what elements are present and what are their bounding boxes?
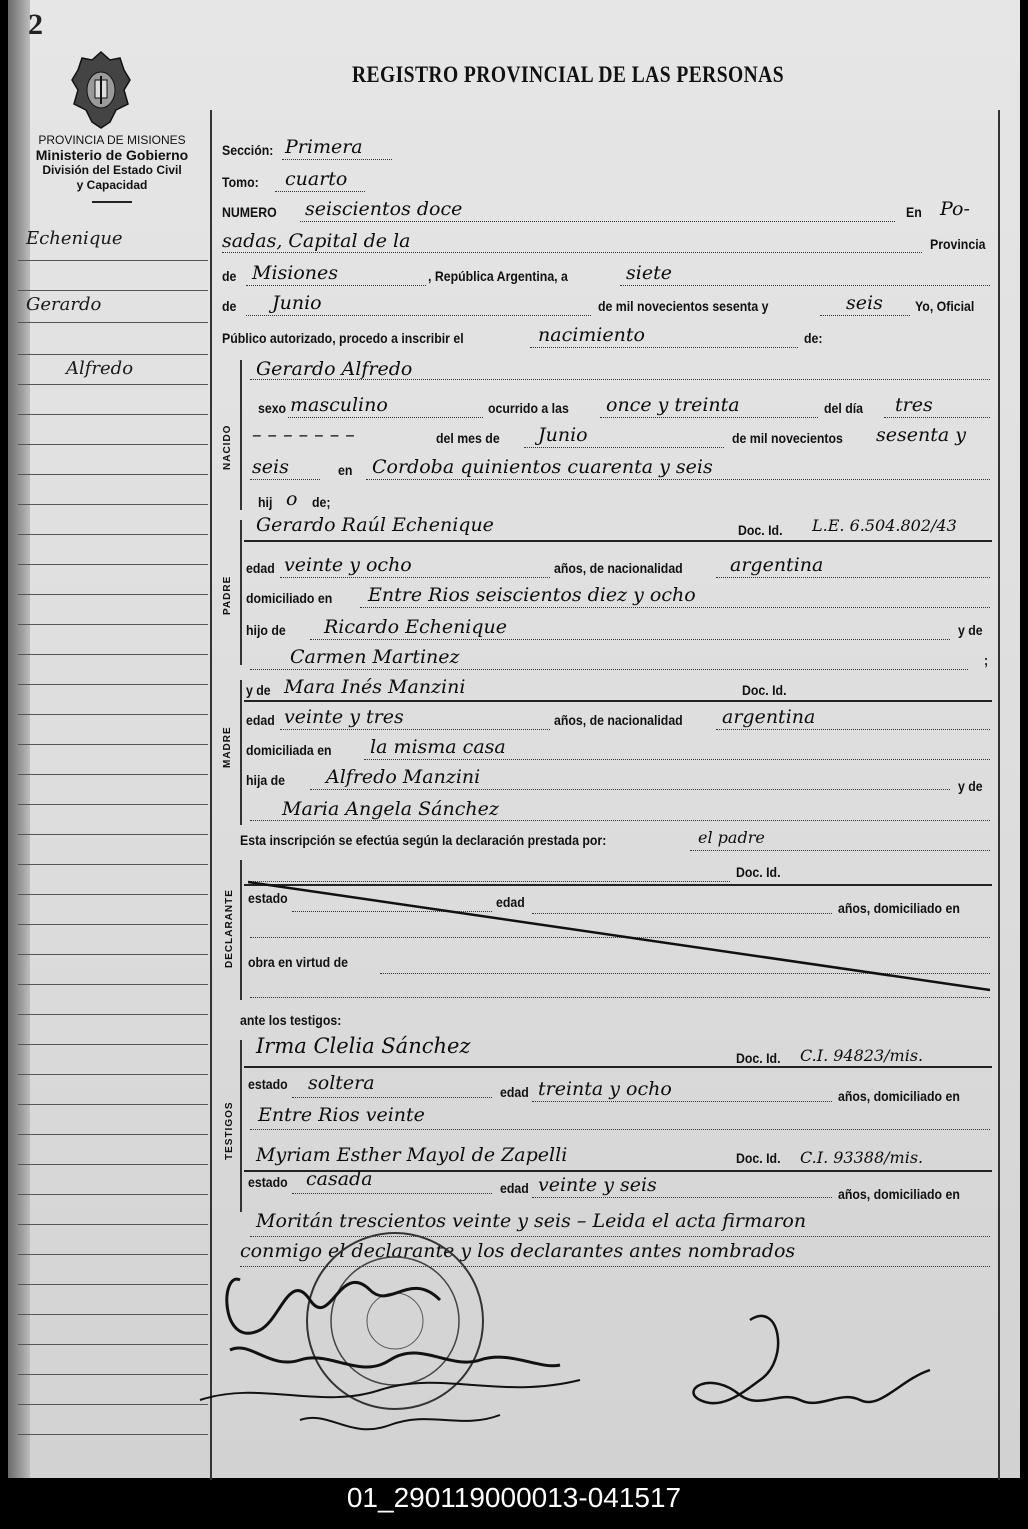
nacido-side-label: NACIDO (222, 424, 233, 470)
dotted-line (250, 1129, 990, 1130)
dotted-line (884, 417, 990, 418)
padre-side-label: PADRE (222, 575, 233, 615)
padre-edad-value: veinte y ocho (284, 554, 412, 576)
margin-rule (18, 744, 208, 745)
margin-rule (18, 984, 208, 985)
year-value: seis (846, 292, 883, 314)
oficial-label: Yo, Oficial (915, 298, 975, 314)
act-value: nacimiento (538, 324, 645, 346)
padre-yde-label: y de (958, 622, 983, 638)
ocurrido-label: ocurrido a las (488, 400, 569, 416)
tomo-value: cuarto (285, 168, 348, 190)
province-value: Misiones (252, 262, 339, 284)
madre-father-value: Alfredo Manzini (326, 766, 481, 788)
org-division: División del Estado Civil (42, 163, 182, 177)
margin-rule (18, 384, 208, 385)
margin-rule (18, 924, 208, 925)
de-label: de; (312, 494, 331, 510)
madre-nac-label: años, de nacionalidad (554, 712, 683, 728)
lugar-value: Cordoba quinientos cuarenta y seis (372, 456, 713, 478)
margin-rule (18, 1074, 208, 1075)
dotted-line (310, 639, 950, 640)
madre-dom-value: la misma casa (370, 736, 506, 758)
madre-edad-value: veinte y tres (284, 706, 404, 728)
mes-label: del mes de (436, 430, 500, 446)
mes-value: Junio (538, 424, 588, 446)
margin-rule (18, 474, 208, 475)
testigo2-estado-value: casada (306, 1168, 373, 1190)
en-label: en (338, 462, 353, 478)
testigo2-name: Myriam Esther Mayol de Zapelli (256, 1144, 568, 1166)
inscripcion-label: Esta inscripción se efectúa según la declaración prestada por: (240, 832, 607, 848)
dotted-line (250, 479, 320, 480)
document-heading: REGISTRO PROVINCIAL DE LAS PERSONAS (351, 62, 785, 87)
padre-semicolon: ; (984, 652, 989, 668)
dotted-line (690, 850, 990, 851)
dotted-line (716, 729, 990, 730)
dotted-line (250, 997, 990, 998)
madre-yde-label: y de (246, 682, 271, 698)
numero-value: seiscientos doce (305, 198, 463, 220)
padre-bracket (240, 520, 242, 665)
padre-doc-label: Doc. Id. (738, 522, 783, 538)
testigos-side-label: TESTIGOS (224, 1101, 235, 1160)
madre-line (244, 700, 992, 702)
madre-side-label: MADRE (222, 726, 233, 768)
padre-father-value: Ricardo Echenique (324, 616, 508, 638)
testigos-bracket (240, 1040, 242, 1212)
de2-label: de (222, 298, 237, 314)
testigo1-doc-value: C.I. 94823/mis. (800, 1046, 924, 1065)
margin-rule (18, 444, 208, 445)
place-value: sadas, Capital de la (222, 230, 411, 252)
declarante-edad-label: edad (496, 894, 525, 910)
right-border (998, 110, 1000, 1480)
margin-rule (18, 894, 208, 895)
page-number: 2 (28, 8, 43, 41)
provincial-crest-icon (70, 50, 132, 130)
dotted-line (250, 379, 990, 380)
day-dashes: – – – – – – – (252, 424, 355, 446)
madre-yde2-label: y de (958, 778, 983, 794)
obra-label: obra en virtud de (248, 954, 348, 970)
testigo1-dom-label: años, domiciliado en (838, 1088, 960, 1104)
margin-rule (18, 504, 208, 505)
padre-doc-value: L.E. 6.504.802/43 (812, 516, 957, 535)
testigo1-estado-value: soltera (308, 1072, 375, 1094)
declarante-estado-label: estado (248, 890, 288, 906)
madre-doc-label: Doc. Id. (742, 682, 787, 698)
margin-rule (18, 290, 208, 291)
margin-rule (18, 322, 208, 323)
org-rule (92, 201, 132, 203)
org-ministry: Ministerio de Gobierno (35, 147, 189, 163)
declarante-cross-out-icon (248, 878, 992, 994)
margin-rule (18, 684, 208, 685)
testigo2-doc-value: C.I. 93388/mis. (800, 1148, 924, 1167)
madre-dom-label: domiciliada en (246, 742, 332, 758)
padre-dom-label: domiciliado en (246, 590, 333, 606)
de-label: de (222, 268, 237, 284)
dotted-line (524, 447, 724, 448)
madre-nac-value: argentina (722, 706, 816, 728)
dotted-line (275, 191, 365, 192)
hora-value: once y treinta (606, 394, 740, 416)
margin-rule (18, 1194, 208, 1195)
del-dia-label: del día (824, 400, 864, 416)
testigo2-dom-value: Moritán trescientos veinte y seis – Leida el acta firmaron (256, 1210, 807, 1232)
nacido-bracket (240, 360, 242, 510)
hij-value: o (286, 488, 298, 510)
publico-label: Público autorizado, procedo a inscribir el (222, 330, 464, 346)
month-value: Junio (272, 292, 322, 314)
margin-rule (18, 1014, 208, 1015)
margin-rule (18, 260, 208, 261)
dotted-line (360, 607, 990, 608)
org-capacity: y Capacidad (76, 178, 148, 192)
margin-rule (18, 1044, 208, 1045)
testigo2-edad-value: veinte y seis (538, 1174, 657, 1196)
anio-value-2: seis (252, 456, 289, 478)
margin-rule (18, 654, 208, 655)
testigo1-dom-value: Entre Rios veinte (258, 1104, 425, 1126)
declarant-signature-icon (680, 1300, 940, 1460)
margin-rule (18, 834, 208, 835)
testigo1-line (244, 1066, 992, 1068)
registrar-signature-icon (180, 1240, 600, 1460)
margin-rule (18, 954, 208, 955)
margin-rule (18, 594, 208, 595)
sexo-label: sexo (258, 400, 287, 416)
dotted-line (288, 417, 483, 418)
dotted-line (292, 1193, 492, 1194)
dotted-line (620, 285, 990, 286)
padre-nac-label: años, de nacionalidad (554, 560, 683, 576)
en-label: En (906, 204, 922, 220)
dotted-line (820, 315, 910, 316)
nacido-name: Gerardo Alfredo (256, 358, 413, 380)
dotted-line (282, 159, 392, 160)
madre-hija-label: hija de (246, 772, 286, 788)
dotted-line (292, 1097, 492, 1098)
testigo1-edad-label: edad (500, 1084, 529, 1100)
margin-rule (18, 1134, 208, 1135)
testigo2-edad-label: edad (500, 1180, 529, 1196)
dia-value: tres (895, 394, 933, 416)
hij-label: hij (258, 494, 273, 510)
margin-rule (18, 1104, 208, 1105)
day-value: siete (626, 262, 672, 284)
numero-label: NUMERO (222, 204, 277, 220)
sexo-value: masculino (290, 394, 388, 416)
dotted-line (600, 417, 818, 418)
padre-dom-value: Entre Rios seiscientos diez y ocho (368, 584, 696, 606)
padre-edad-label: edad (246, 560, 275, 576)
margin-middle-name: Alfredo (66, 358, 134, 379)
dotted-line (364, 759, 990, 760)
dotted-line (222, 252, 922, 253)
de3-label: de: (804, 330, 823, 346)
dotted-line (280, 729, 550, 730)
padre-name: Gerardo Raúl Echenique (256, 514, 494, 536)
ante-label: ante los testigos: (240, 1012, 342, 1028)
seccion-label: Sección: (222, 142, 274, 158)
testigo1-edad-value: treinta y ocho (538, 1078, 672, 1100)
dotted-line (532, 1101, 832, 1102)
seccion-value: Primera (285, 136, 363, 158)
madre-bracket (240, 680, 242, 825)
closing-text: conmigo el declarante y los declarantes antes nombrados (240, 1240, 796, 1262)
margin-rule (18, 564, 208, 565)
mil-label: de mil novecientos (732, 430, 843, 446)
declarante-dom-label: años, domiciliado en (838, 900, 960, 916)
en-value: Po- (940, 198, 970, 220)
provincia-label: Provincia (930, 236, 986, 252)
anio-value: sesenta y (876, 424, 966, 446)
declarante-side-label: DECLARANTE (224, 889, 235, 968)
tomo-label: Tomo: (222, 174, 259, 190)
dotted-line (300, 221, 895, 222)
dotted-line (530, 347, 798, 348)
dotted-line (366, 479, 990, 480)
testigo2-doc-label: Doc. Id. (736, 1150, 781, 1166)
year-label: de mil novecientos sesenta y (598, 298, 769, 314)
padre-nac-value: argentina (730, 554, 824, 576)
dotted-line (716, 577, 990, 578)
dotted-line (280, 577, 550, 578)
dotted-line (250, 820, 990, 821)
testigo1-doc-label: Doc. Id. (736, 1050, 781, 1066)
dotted-line (532, 1197, 832, 1198)
margin-surname: Echenique (26, 228, 123, 249)
testigo2-dom-label: años, domiciliado en (838, 1186, 960, 1202)
declarante-doc-label: Doc. Id. (736, 864, 781, 880)
archive-code: 01_290119000013-041517 (346, 1482, 682, 1513)
madre-name: Mara Inés Manzini (284, 676, 466, 698)
margin-rule (18, 774, 208, 775)
margin-first-name: Gerardo (26, 294, 102, 315)
margin-rule (18, 1164, 208, 1165)
testigo1-estado-label: estado (248, 1076, 288, 1092)
dotted-line (310, 789, 950, 790)
margin-rule (18, 624, 208, 625)
republica-label: , República Argentina, a (428, 268, 568, 284)
dotted-line (250, 669, 968, 670)
margin-rule (18, 354, 208, 355)
margin-rule (18, 534, 208, 535)
dotted-line (246, 315, 591, 316)
margin-rule (18, 1224, 208, 1225)
declarante-bracket (240, 860, 242, 1000)
padre-hijo-label: hijo de (246, 622, 286, 638)
testigo1-name: Irma Clelia Sánchez (256, 1034, 471, 1058)
issuing-organization (12, 133, 212, 203)
padre-mother-value: Carmen Martinez (290, 646, 460, 668)
madre-edad-label: edad (246, 712, 275, 728)
org-province: PROVINCIA DE MISIONES (38, 133, 186, 147)
dotted-line (246, 285, 426, 286)
madre-mother-value: Maria Angela Sánchez (282, 798, 499, 820)
testigo2-estado-label: estado (248, 1174, 288, 1190)
margin-rule (18, 414, 208, 415)
inscripcion-value: el padre (698, 828, 765, 847)
margin-rule (18, 864, 208, 865)
padre-line (244, 540, 992, 542)
margin-rule (18, 804, 208, 805)
margin-rule (18, 714, 208, 715)
